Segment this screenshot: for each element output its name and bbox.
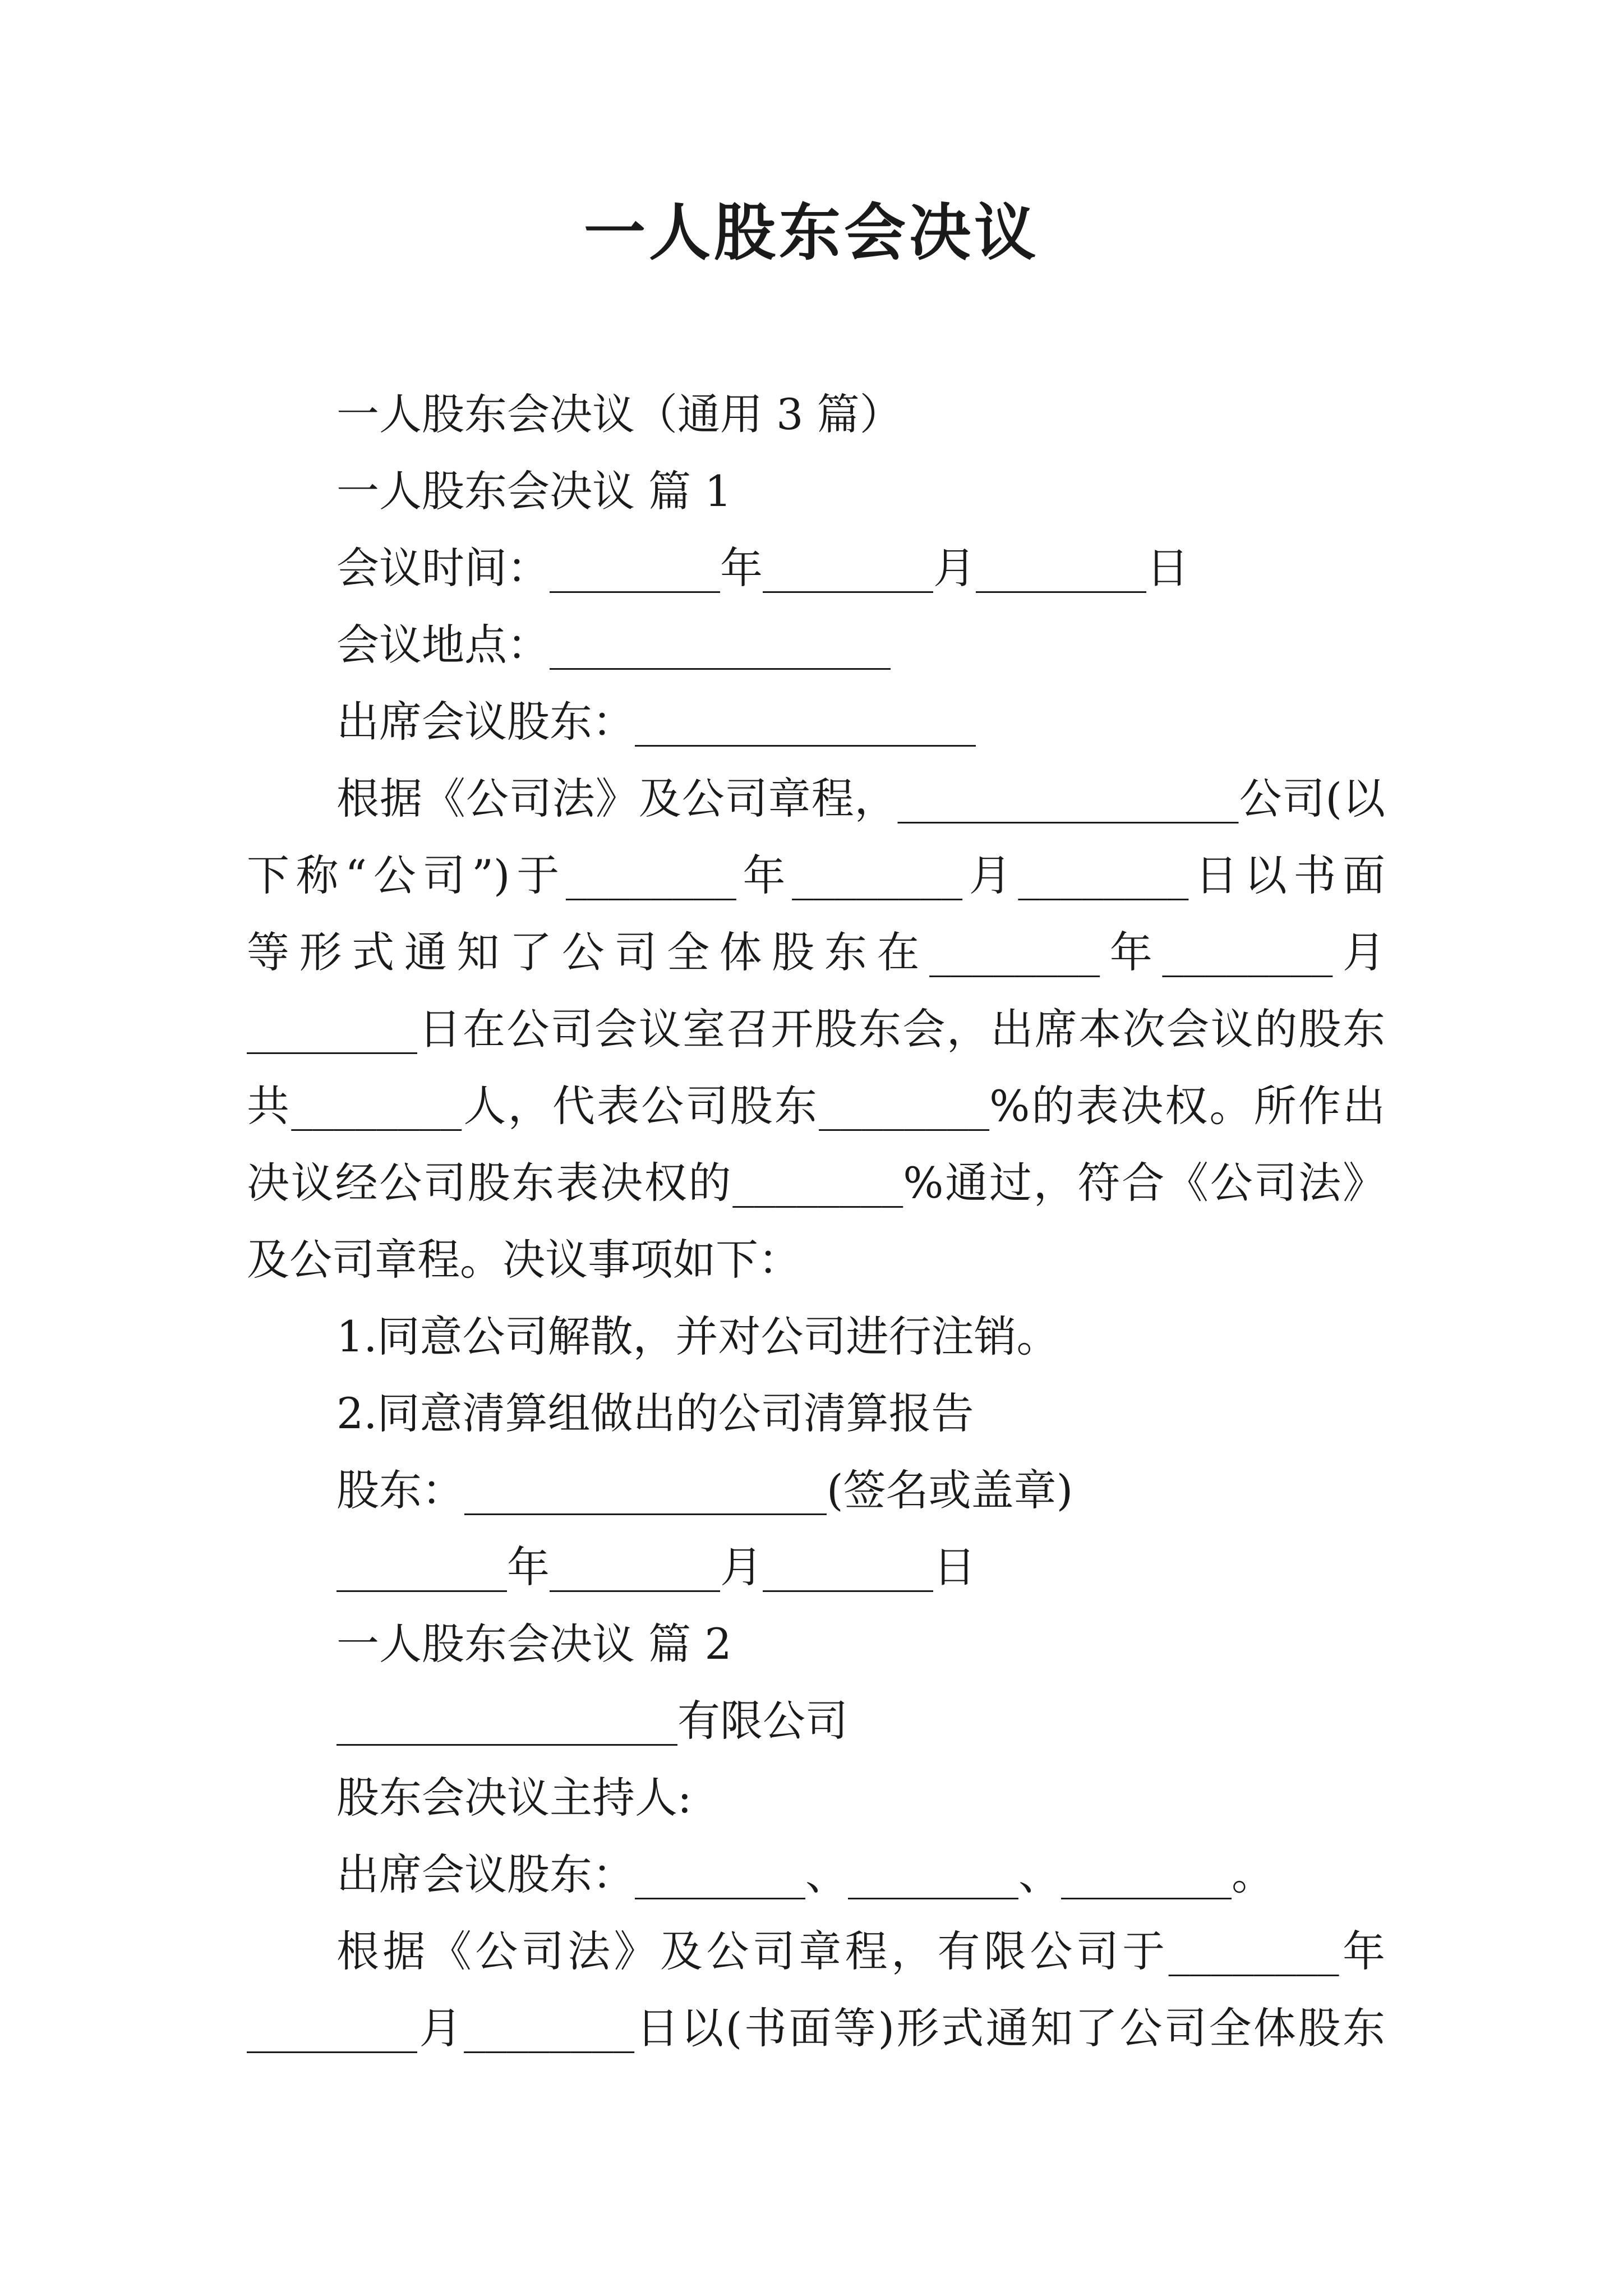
paragraph-line: 共________人，代表公司股东________%的表决权。所作出: [247, 1081, 1385, 1131]
document-title: 一人股东会决议: [584, 196, 1039, 269]
resolution-item-2: 2.同意清算组做出的公司清算报告: [336, 1388, 974, 1438]
meeting-place-line: 会议地点：________________: [336, 620, 891, 670]
document-body: [247, 376, 1385, 2067]
paragraph-line: 根据《公司法》及公司章程，有限公司于________年: [336, 1926, 1385, 1976]
paragraph-line: 根据《公司法》及公司章程，________________公司(以: [336, 774, 1385, 823]
shareholder-signature-line: 股东：_________________(签名或盖章): [336, 1465, 1073, 1515]
paragraph-line: 及公司章程。决议事项如下：: [247, 1235, 801, 1285]
date-line: ________年________月________日: [336, 1542, 976, 1592]
subtitle-line: 一人股东会决议（通用 3 篇）: [336, 389, 902, 439]
meeting-host-line: 股东会决议主持人:: [336, 1773, 692, 1823]
paragraph-line: 决议经公司股东表决权的________%通过，符合《公司法》: [247, 1158, 1385, 1208]
section-heading-2: 一人股东会决议 篇 2: [336, 1619, 732, 1669]
company-name-line: ________________有限公司: [336, 1696, 848, 1746]
paragraph-line: ________月________日以(书面等)形式通知了公司全体股东: [247, 2003, 1385, 2053]
paragraph-line: 下称“公司”)于________年________月________日以书面: [247, 850, 1385, 900]
meeting-time-line: 会议时间：________年________月________日: [336, 543, 1189, 593]
attending-shareholders-line: 出席会议股东：________________: [336, 697, 976, 747]
section-heading-1: 一人股东会决议 篇 1: [336, 466, 732, 516]
paragraph-line: ________日在公司会议室召开股东会，出席本次会议的股东: [247, 1004, 1385, 1054]
resolution-item-1: 1.同意公司解散，并对公司进行注销。: [336, 1312, 1059, 1361]
paragraph-line: 等形式通知了公司全体股东在________年________月: [247, 927, 1385, 977]
attending-shareholders-line-2: 出席会议股东：________、________、________。: [336, 1849, 1274, 1899]
